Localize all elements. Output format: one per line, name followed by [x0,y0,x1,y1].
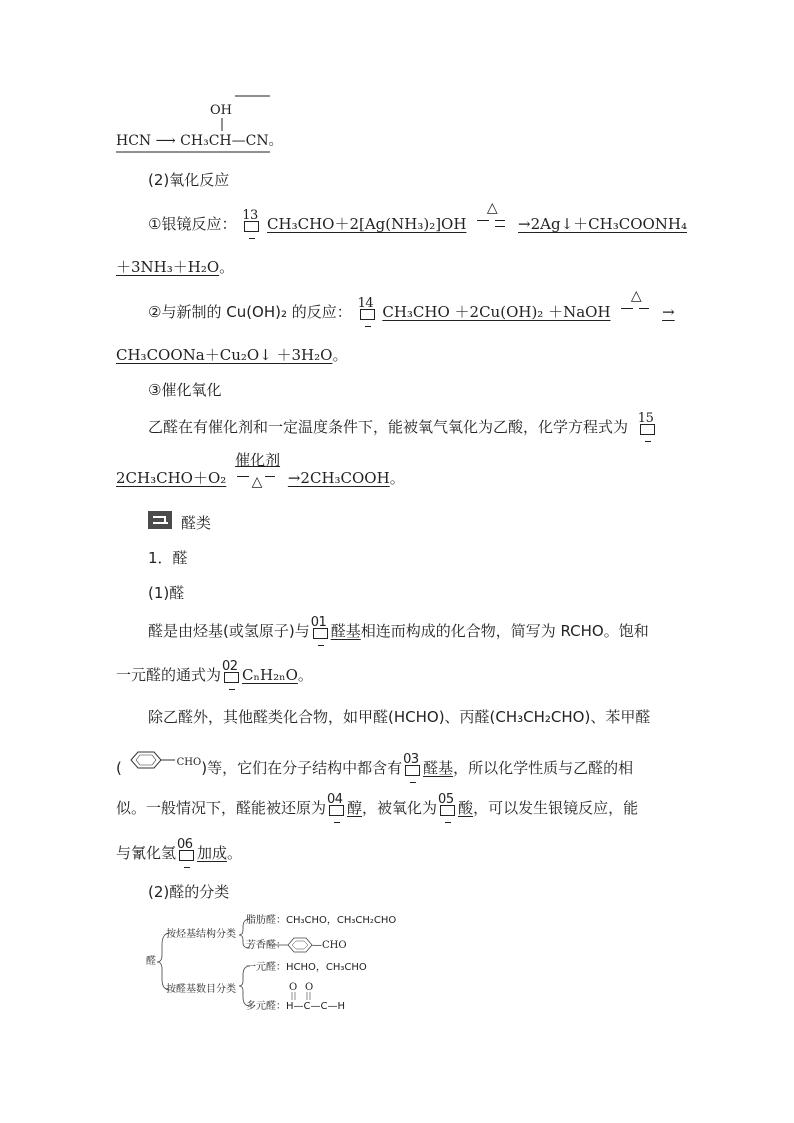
class-poly: 多元醛：H—C—C—H [246,1001,346,1012]
period: 。 [219,258,235,276]
answer-num: 15 [637,411,654,426]
subheading-aldehyde: 1．醛 [148,549,188,567]
para-3: 除乙醛外，其他醛类化合物，如甲醛(HCHO)、丙醛(CH₃CH₂CHO)、苯甲醛 [148,708,651,726]
catalytic-lhs: 2CH₃CHO＋O₂ [116,469,227,487]
period: 。 [297,666,313,684]
text: 相连而构成的化合物，简写为 RCHO。饱和 [360,622,649,640]
answer: 加成 [197,844,228,862]
period: 。 [389,469,405,487]
text: 醛是由烃基(或氢原子)与 [148,622,310,640]
text: 一元醛的通式为 [116,666,222,684]
answer-num: 04 [327,792,343,807]
text: ( [116,759,122,777]
answer: 酸 [458,799,474,817]
period: 。 [268,133,283,149]
product: CH₃CH—CN [180,133,269,149]
class-root: 醛 [146,956,156,967]
cho-label: CHO [176,757,202,768]
answer-num: 06 [177,837,193,852]
answer: CₙH₂ₙO [242,666,298,684]
heat-icon: △ [630,288,642,304]
class-group-1: 按烃基结构分类 [166,929,236,940]
copper-lhs: CH₃CHO ＋2Cu(OH)₂ ＋NaOH [382,303,611,321]
hcn: HCN [116,133,152,149]
answer-num: 13 [242,208,258,223]
heat-icon: △ [251,474,263,490]
answer: 醛基 [423,759,454,777]
answer-num: 14 [357,296,374,311]
arrow-icon: ⟶ [151,133,181,149]
arrow-icon: → [662,303,675,321]
catalyst-label: 催化剂 [235,451,281,469]
class-o-2: O [305,982,314,993]
copper-rhs: CH₃COONa＋Cu₂O↓ ＋3H₂O [116,346,333,364]
section-title: 醛类 [181,514,212,532]
subheading-classification: (2)醛的分类 [148,883,230,901]
answer-num: 05 [438,792,454,807]
text: 似。一般情况下，醛能被还原为 [116,799,327,817]
catalytic-rhs: →2CH₃COOH [287,469,390,487]
subheading-aldehyde-1: (1)醛 [148,584,185,602]
catalytic-text: 乙醛在有催化剂和一定温度条件下，能被氧气氧化为乙酸，化学方程式为 [148,418,629,436]
copper-label: ②与新制的 Cu(OH)₂ 的反应： [148,303,352,321]
text: )等，它们在分子结构中都含有 [201,759,403,777]
heat-icon: △ [486,200,498,216]
silver-cont: ＋3NH₃＋H₂O [116,258,220,276]
text: 与氰化氢 [116,844,177,862]
answer-num: 01 [310,615,327,630]
answer: 醛基 [330,622,361,640]
class-aromatic: 芳香醛： [246,940,286,951]
silver-rhs: →2Ag↓＋CH₃COONH₄ [518,215,688,233]
text: ，被氧化为 [362,799,438,817]
answer-num: 02 [222,659,238,674]
class-aromatic-cho: —CHO [312,940,347,951]
class-o-1: O [289,982,298,993]
class-mono: 一元醛：HCHO，CH₃CHO [246,962,367,973]
text: ，可以发生银镜反应，能 [473,799,639,817]
class-group-2: 按醛基数目分类 [166,984,236,995]
class-aliphatic: 脂肪醛：CH₃CHO，CH₃CH₂CHO [246,915,397,926]
silver-lhs: CH₃CHO＋2[Ag(NH₃)₂]OH [267,215,467,233]
silver-label: ①银镜反应： [148,215,237,233]
oxidation-heading: (2)氧化反应 [148,171,230,189]
answer: 醇 [347,799,363,817]
period: 。 [332,346,348,364]
period: 。 [227,844,243,862]
catalytic-heading: ③催化氧化 [148,381,222,399]
top-oh: OH [210,103,232,118]
text: ，所以化学性质与乙醛的相 [453,759,634,777]
answer-num: 03 [403,752,419,767]
